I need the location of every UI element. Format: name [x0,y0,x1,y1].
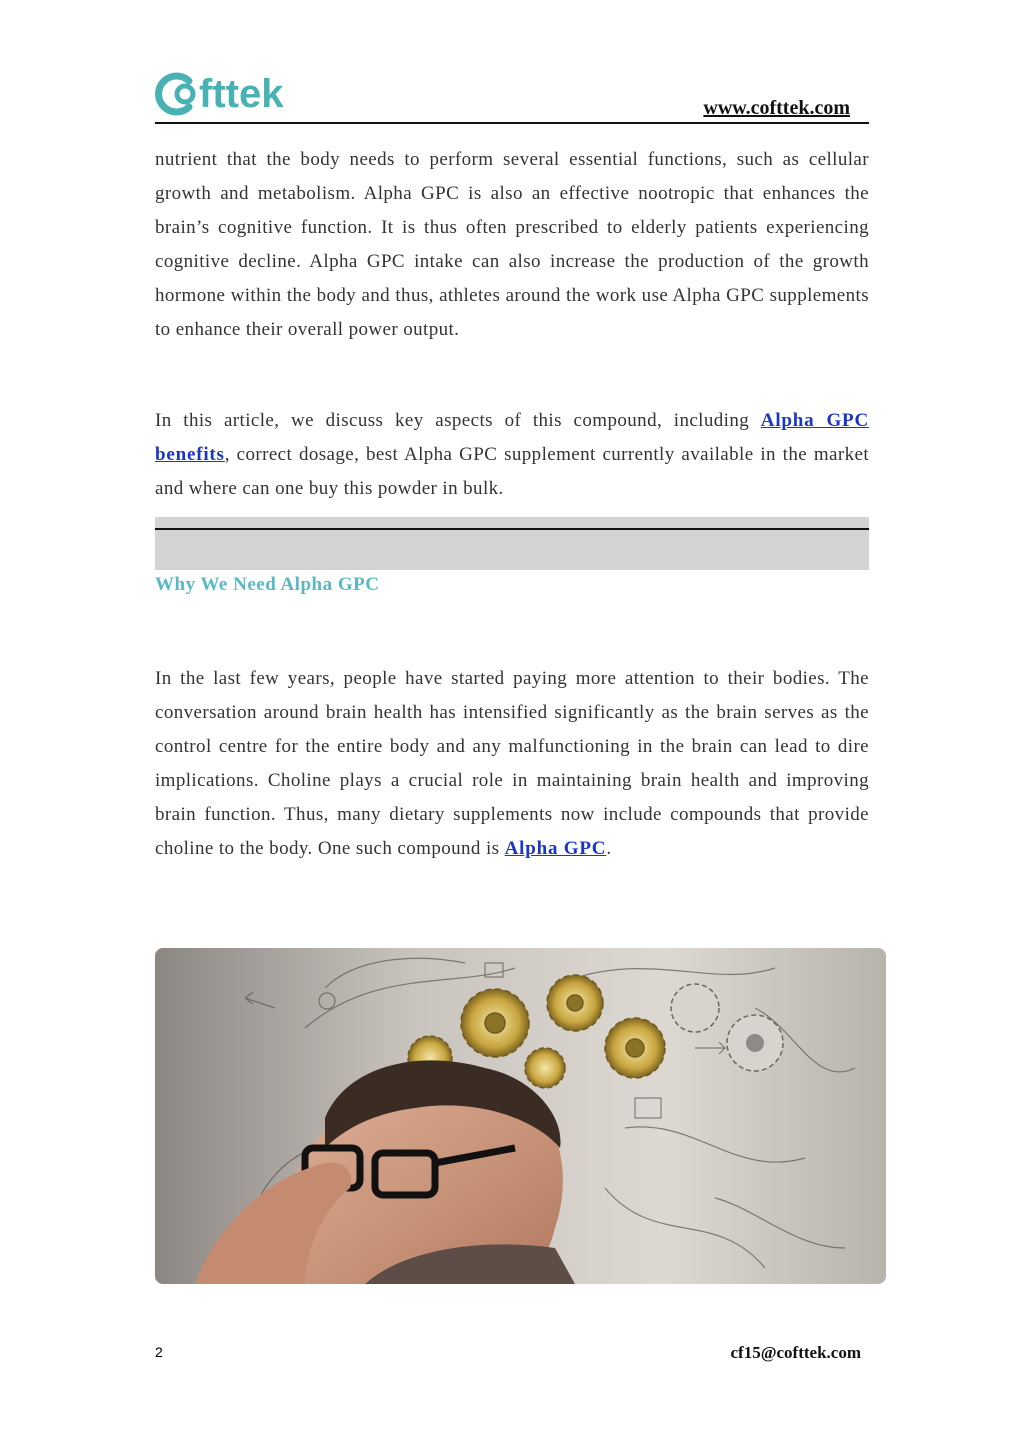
page-number: 2 [155,1344,163,1360]
cofttek-logo[interactable] [155,72,283,116]
brain-health-text-end: . [606,838,612,859]
summary-text-start: In this article, we discuss key aspects of this compound, including [155,410,761,431]
section-divider-line [155,528,869,530]
footer-email[interactable]: cf15@cofttek.com [730,1343,861,1362]
cofttek-c-logo-icon [155,72,201,116]
logo-text: fttek [199,72,284,116]
website-link[interactable]: www.cofttek.com [703,97,850,119]
article-summary-paragraph [155,404,869,506]
page-header [155,70,869,124]
thinking-man-gears-image [155,948,886,1284]
brain-health-text: In the last few years, people have started paying more attention to their bodies. The conversation around brain health has intensified significantly as the brain serves as the control centre for the entire body and any malfunctioning in the brain can lead to dire implications. Choline plays a crucial role in maintaining brain health and improving brain function. Thus, many dietary supplements now include compounds that provide choline to the body. One such compound is [155,668,869,859]
section-divider-box [155,517,869,570]
summary-text-end: , correct dosage, best Alpha GPC supplement currently available in the market and where can one buy this powder in bulk. [155,444,869,499]
section-heading: Why We Need Alpha GPC [155,574,380,595]
alpha-gpc-benefits-link[interactable]: Alpha GPC benefits [155,410,869,465]
brain-health-paragraph [155,662,869,866]
intro-paragraph: nutrient that the body needs to perform several essential functions, such as cellular growth and metabolism. Alpha GPC is also an effective nootropic that enhances the brain’s cognitive function. It is thus often prescribed to elderly patients experiencing cognitive decline. Alpha GPC intake can also increase the production of the growth hormone within the body and thus, athletes around the work use Alpha GPC supplements to enhance their overall power output. [155,149,869,340]
alpha-gpc-link[interactable]: Alpha GPC [504,838,607,859]
